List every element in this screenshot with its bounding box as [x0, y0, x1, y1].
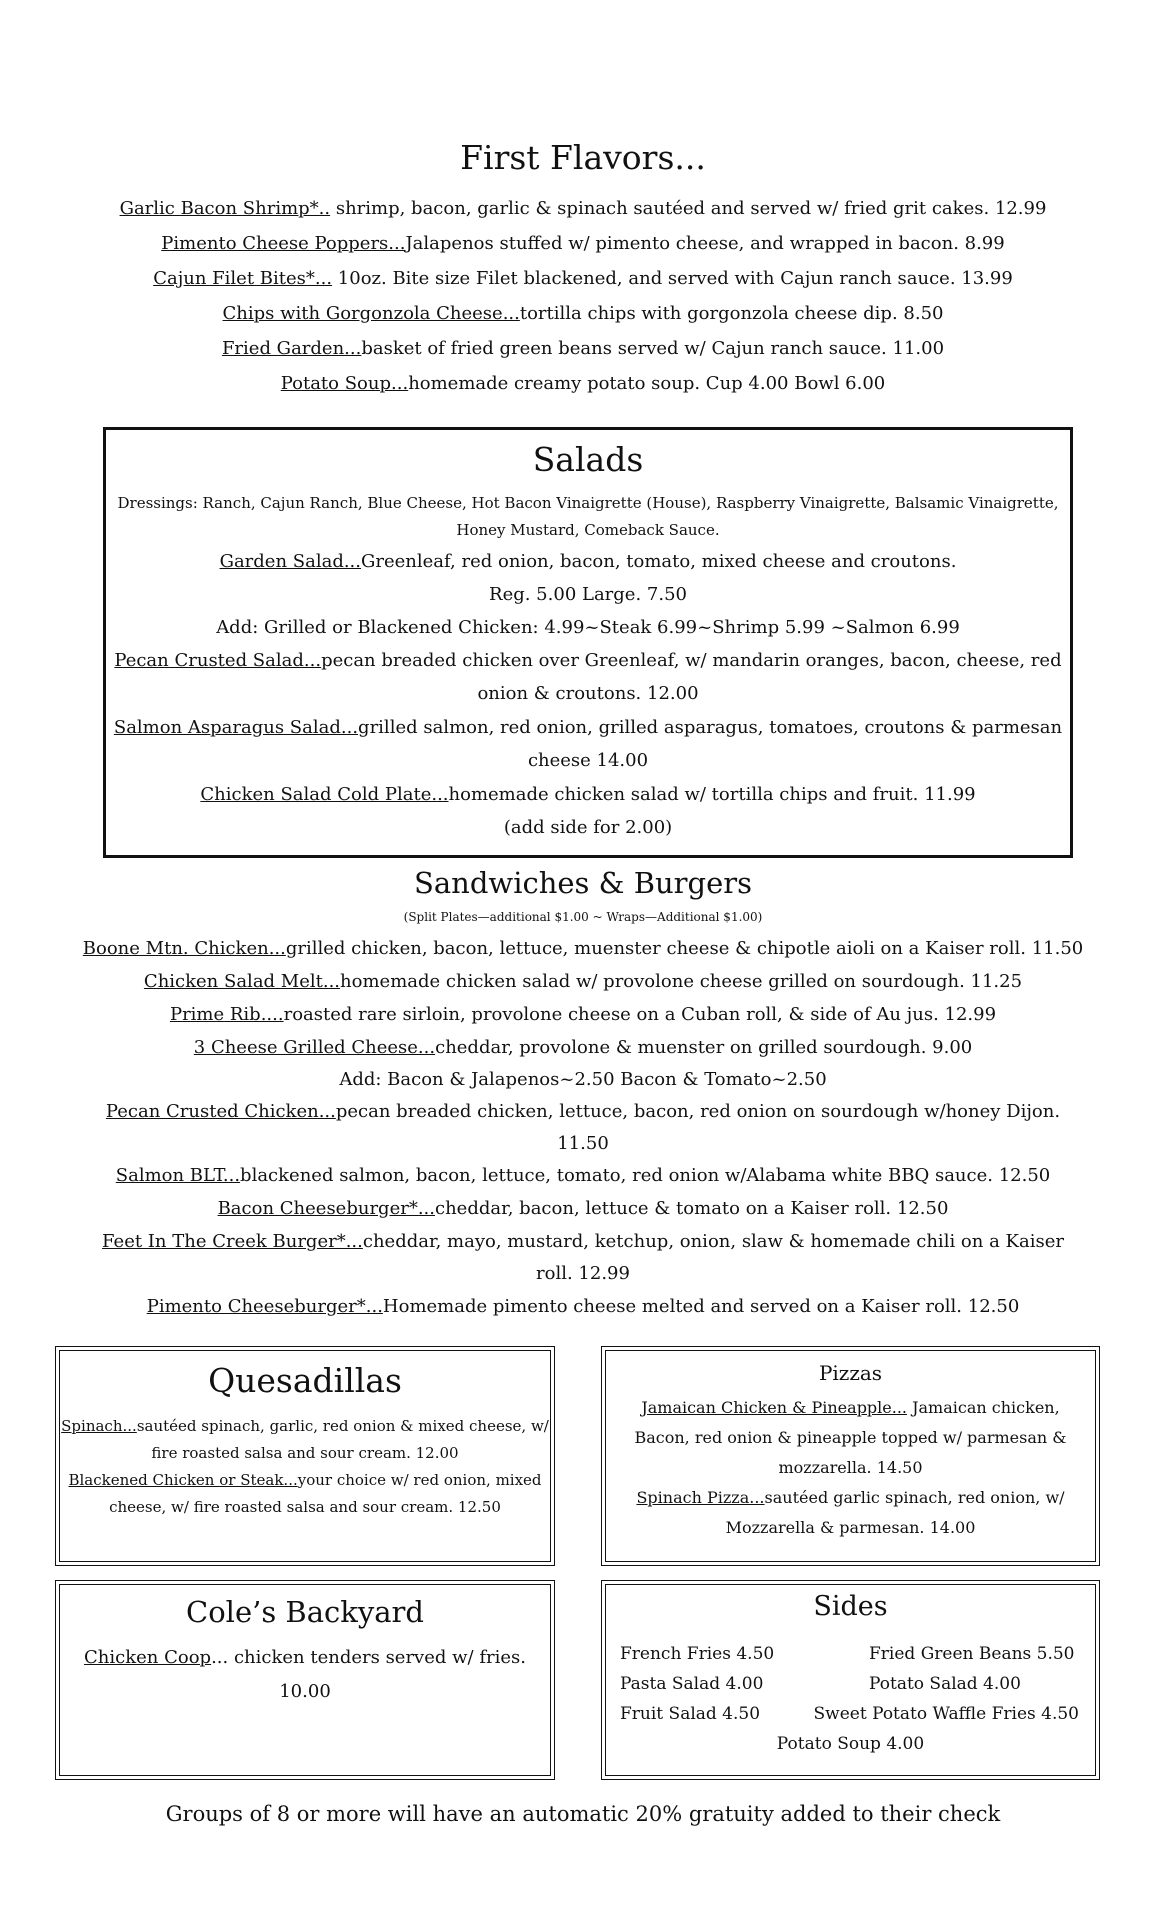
menu-item — [0, 369, 1166, 399]
pizzas-box — [601, 1346, 1100, 1566]
item-desc: Jalapenos stuffed w/ pimento cheese, and wrapped in bacon. 8.99 — [405, 233, 1005, 254]
item-desc: ... chicken tenders served w/ fries. — [211, 1647, 526, 1668]
item-desc: onion & croutons. 12.00 — [477, 683, 699, 704]
menu-item — [0, 229, 1166, 259]
side-item: Fried Green Beans 5.50 — [869, 1644, 1075, 1664]
item-name: Garden Salad... — [219, 551, 362, 572]
side-item: Potato Soup 4.00 — [776, 1734, 925, 1754]
item-name: Prime Rib.... — [169, 1004, 284, 1025]
menu-item — [106, 547, 1070, 577]
menu-item — [0, 1194, 1166, 1224]
item-name: Pecan Crusted Chicken... — [105, 1101, 336, 1122]
menu-item — [56, 1467, 554, 1494]
item-desc: Greenleaf, red onion, bacon, tomato, mixed cheese and croutons. — [361, 551, 957, 572]
menu-item — [106, 780, 1070, 810]
item-name: Blackened Chicken or Steak... — [68, 1471, 298, 1489]
item-desc: mozzarella. 14.50 — [778, 1458, 923, 1477]
menu-item — [0, 1097, 1166, 1127]
item-desc: basket of fried green beans served w/ Cajun ranch sauce. 11.00 — [361, 338, 945, 359]
menu-item — [106, 713, 1070, 743]
item-desc: tortilla chips with gorgonzola cheese dip. 8.50 — [519, 303, 944, 324]
item-desc: cheddar, provolone & muenster on grilled sourdough. 9.00 — [435, 1037, 973, 1058]
sides-row — [602, 1699, 1099, 1729]
pizzas-heading: Pizzas — [818, 1361, 883, 1385]
sandwiches-heading: Sandwiches & Burgers — [413, 866, 753, 900]
quesadillas-heading: Quesadillas — [208, 1361, 402, 1400]
item-desc: cheddar, bacon, lettuce & tomato on a Kaiser roll. 12.50 — [435, 1198, 949, 1219]
menu-item — [0, 1000, 1166, 1030]
menu-item — [602, 1483, 1099, 1513]
side-item: Pasta Salad 4.00 — [620, 1674, 764, 1694]
side-item: French Fries 4.50 — [620, 1644, 775, 1664]
item-desc: homemade chicken salad w/ tortilla chips and fruit. 11.99 — [448, 784, 976, 805]
quesadillas-box — [55, 1346, 555, 1566]
item-name: Salmon BLT... — [115, 1165, 241, 1186]
item-name: Fried Garden... — [221, 338, 362, 359]
menu-item — [56, 1413, 554, 1440]
item-desc: grilled chicken, bacon, lettuce, muenster cheese & chipotle aioli on a Kaiser roll. 11.50 — [285, 938, 1084, 959]
item-name: Bacon Cheeseburger*... — [217, 1198, 435, 1219]
dressings-line: Dressings: Ranch, Cajun Ranch, Blue Cheese, Hot Bacon Vinaigrette (House), Raspberry Vinaigrette, Balsamic Vinaigrette, — [117, 494, 1059, 512]
item-desc: (add side for 2.00) — [503, 817, 673, 838]
menu-item — [0, 934, 1166, 964]
salads-box — [103, 427, 1073, 858]
side-item: Potato Salad 4.00 — [869, 1674, 1021, 1694]
item-desc: roasted rare sirloin, provolone cheese on a Cuban roll, & side of Au jus. 12.99 — [283, 1004, 997, 1025]
item-name: Chicken Salad Cold Plate... — [200, 784, 449, 805]
menu-item — [0, 1292, 1166, 1322]
item-desc: cheddar, mayo, mustard, ketchup, onion, slaw & homemade chili on a Kaiser — [362, 1231, 1064, 1252]
item-name: Pecan Crusted Salad... — [114, 650, 322, 671]
item-name: Feet In The Creek Burger*... — [102, 1231, 363, 1252]
item-desc: 10oz. Bite size Filet blackened, and served with Cajun ranch sauce. 13.99 — [332, 268, 1013, 289]
item-price: 10.00 — [279, 1681, 331, 1702]
menu-item — [0, 299, 1166, 329]
item-desc: shrimp, bacon, garlic & spinach sautéed and served w/ fried grit cakes. 12.99 — [330, 198, 1047, 219]
item-name: Cajun Filet Bites*... — [153, 268, 333, 289]
item-price: Reg. 5.00 Large. 7.50 — [489, 584, 687, 605]
backyard-heading: Cole’s Backyard — [186, 1595, 424, 1629]
sides-heading: Sides — [813, 1591, 888, 1622]
item-desc: Bacon, red onion & pineapple topped w/ parmesan & — [634, 1428, 1067, 1447]
menu-item — [0, 967, 1166, 997]
item-desc: fire roasted salsa and sour cream. 12.00 — [151, 1444, 459, 1462]
item-name: Potato Soup... — [280, 373, 409, 394]
menu-item — [0, 194, 1166, 224]
menu-item — [0, 1033, 1166, 1063]
item-desc: cheese, w/ fire roasted salsa and sour cream. 12.50 — [109, 1498, 501, 1516]
item-name: Spinach... — [61, 1417, 137, 1435]
side-item: Fruit Salad 4.50 — [620, 1704, 761, 1724]
menu-item — [0, 1227, 1166, 1257]
item-desc: pecan breaded chicken over Greenleaf, w/ mandarin oranges, bacon, cheese, red — [321, 650, 1062, 671]
menu-item — [0, 334, 1166, 364]
item-desc: Homemade pimento cheese melted and served on a Kaiser roll. 12.50 — [382, 1296, 1020, 1317]
item-name: Chips with Gorgonzola Cheese... — [222, 303, 520, 324]
item-desc: homemade chicken salad w/ provolone cheese grilled on sourdough. 11.25 — [340, 971, 1023, 992]
item-name: Boone Mtn. Chicken... — [82, 938, 286, 959]
item-desc: grilled salmon, red onion, grilled asparagus, tomatoes, croutons & parmesan — [358, 717, 1063, 738]
menu-item — [602, 1393, 1099, 1423]
item-desc: Jamaican chicken, — [907, 1398, 1060, 1417]
item-desc: sautéed garlic spinach, red onion, w/ — [764, 1488, 1065, 1507]
menu-item — [56, 1643, 554, 1673]
add-on-line: Add: Bacon & Jalapenos~2.50 Bacon & Tomato~2.50 — [339, 1069, 827, 1090]
item-desc: blackened salmon, bacon, lettuce, tomato, red onion w/Alabama white BBQ sauce. 12.50 — [240, 1165, 1051, 1186]
menu-item — [106, 646, 1070, 676]
backyard-box — [55, 1580, 555, 1780]
item-desc: pecan breaded chicken, lettuce, bacon, red onion on sourdough w/honey Dijon. — [335, 1101, 1061, 1122]
item-name: 3 Cheese Grilled Cheese... — [193, 1037, 436, 1058]
first-flavors-heading: First Flavors... — [460, 138, 706, 177]
item-name: Spinach Pizza... — [636, 1488, 765, 1507]
item-desc: sautéed spinach, garlic, red onion & mixed cheese, w/ — [136, 1417, 549, 1435]
item-name: Jamaican Chicken & Pineapple... — [641, 1398, 908, 1417]
item-desc: homemade creamy potato soup. Cup 4.00 Bowl 6.00 — [408, 373, 886, 394]
item-name: Chicken Salad Melt... — [143, 971, 341, 992]
add-on-line: Add: Grilled or Blackened Chicken: 4.99~Steak 6.99~Shrimp 5.99 ~Salmon 6.99 — [216, 617, 960, 638]
dressings-line: Honey Mustard, Comeback Sauce. — [456, 521, 720, 539]
item-name: Pimento Cheese Poppers... — [161, 233, 406, 254]
side-item: Sweet Potato Waffle Fries 4.50 — [813, 1704, 1079, 1724]
item-name: Chicken Coop — [84, 1647, 212, 1668]
sides-box — [601, 1580, 1100, 1780]
gratuity-note: Groups of 8 or more will have an automatic 20% gratuity added to their check — [165, 1802, 1001, 1826]
sides-row — [602, 1669, 1099, 1699]
item-desc: your choice w/ red onion, mixed — [297, 1471, 542, 1489]
sides-row — [602, 1639, 1099, 1669]
salads-heading: Salads — [532, 440, 644, 479]
item-name: Pimento Cheeseburger*... — [146, 1296, 383, 1317]
item-desc: cheese 14.00 — [527, 750, 649, 771]
menu-item — [0, 1161, 1166, 1191]
item-name: Salmon Asparagus Salad... — [113, 717, 359, 738]
sandwiches-note: (Split Plates—additional $1.00 ~ Wraps—Additional $1.00) — [403, 910, 763, 924]
item-name: Garlic Bacon Shrimp*.. — [119, 198, 331, 219]
item-desc: 11.50 — [557, 1133, 609, 1154]
item-desc: Mozzarella & parmesan. 14.00 — [725, 1518, 976, 1537]
sides-list — [602, 1639, 1099, 1759]
item-desc: roll. 12.99 — [536, 1263, 630, 1284]
menu-item — [0, 264, 1166, 294]
